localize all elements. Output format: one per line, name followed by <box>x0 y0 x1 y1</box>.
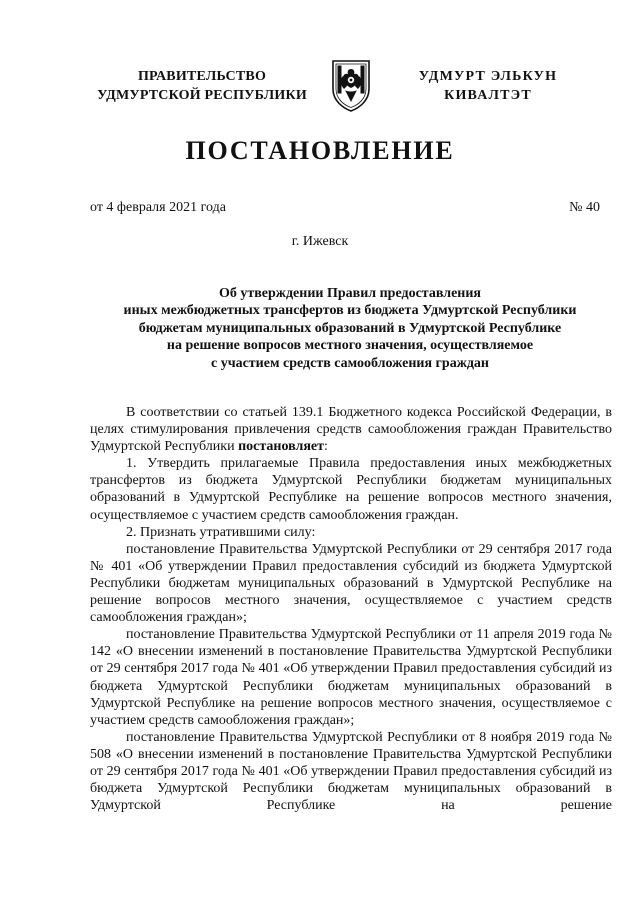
body-paragraph-repealed-act-2: постановление Правительства Удмуртской Республики от 11 апреля 2019 года № 142 «О внесении изменений в постановление Правительства Удмуртской Республики от 29 сентября 2017 года № 401 «Об утверждении Правил предоставления субсидий из бюджета Удмуртской Республики бюджетам муниципальных образований в Удмуртской Республике на решение вопросов местного значения, осуществляемое с участием средств самообложения граждан»; <box>90 627 612 728</box>
preamble-text: В соответствии со статьей 139.1 Бюджетного кодекса Российской Федерации, в целях стимулирования привлечения средств самообложения граждан Правительство Удмуртской Республики <box>90 405 612 455</box>
document-date: от 4 февраля 2021 года <box>90 200 226 215</box>
preamble-colon: : <box>324 439 328 455</box>
udmurt-coat-of-arms-icon <box>331 59 371 113</box>
body-paragraph-repealed-act-1: постановление Правительства Удмуртской Республики от 29 сентября 2017 года № 401 «Об утверждении Правил предоставления субсидий из бюджета Удмуртской Республики бюджетам муниципальных образований в Удмуртской Республике на решение вопросов местного значения, осуществляемое с участием средств самообложения граждан»; <box>90 541 612 626</box>
document-city: г. Ижевск <box>291 234 349 249</box>
body-paragraph-item-2: 2. Признать утратившими силу: <box>126 524 316 540</box>
preamble-bold-verb: постановляет <box>238 439 325 455</box>
body-paragraph-preamble <box>90 404 612 455</box>
header-right-line2: КИВАЛТЭТ <box>444 88 532 103</box>
title-line: Об утверждении Правил предоставления <box>218 286 481 301</box>
header-left-line1: ПРАВИТЕЛЬСТВО <box>137 69 267 84</box>
title-line: иных межбюджетных трансфертов из бюджета Удмуртской Республики <box>123 303 577 319</box>
header-right-line1: УДМУРТ ЭЛЬКУН <box>418 69 558 84</box>
document-type-heading: ПОСТАНОВЛЕНИЕ <box>185 136 455 165</box>
header-left-line2: УДМУРТСКОЙ РЕСПУБЛИКИ <box>97 88 307 103</box>
government-header-udmurt <box>390 67 586 105</box>
document-body <box>90 404 612 814</box>
body-paragraph-repealed-act-3: постановление Правительства Удмуртской Республики от 8 ноября 2019 года № 508 «О внесении изменений в постановление Правительства Удмуртской Республики от 29 сентября 2017 года № 401 «Об утверждении Правил предоставления субсидий из бюджета Удмуртской Республики бюджетам муниципальных образований в Удмуртской Республике на решение <box>90 729 612 814</box>
document-number: № 40 <box>569 200 600 215</box>
title-line: бюджетам муниципальных образований в Удмуртской Республике <box>138 320 562 336</box>
government-header-russian <box>82 67 322 105</box>
document-title <box>60 285 640 372</box>
title-line: с участием средств самообложения граждан <box>210 355 489 371</box>
body-paragraph-item-1: 1. Утвердить прилагаемые Правила предоставления иных межбюджетных трансфертов из бюджета Удмуртской Республики бюджетам муниципальных образований в Удмуртской Республике на решение вопросов местного значения, осуществляемое с участием средств самообложения граждан. <box>90 456 612 523</box>
title-line: на решение вопросов местного значения, осуществляемое <box>166 338 534 354</box>
